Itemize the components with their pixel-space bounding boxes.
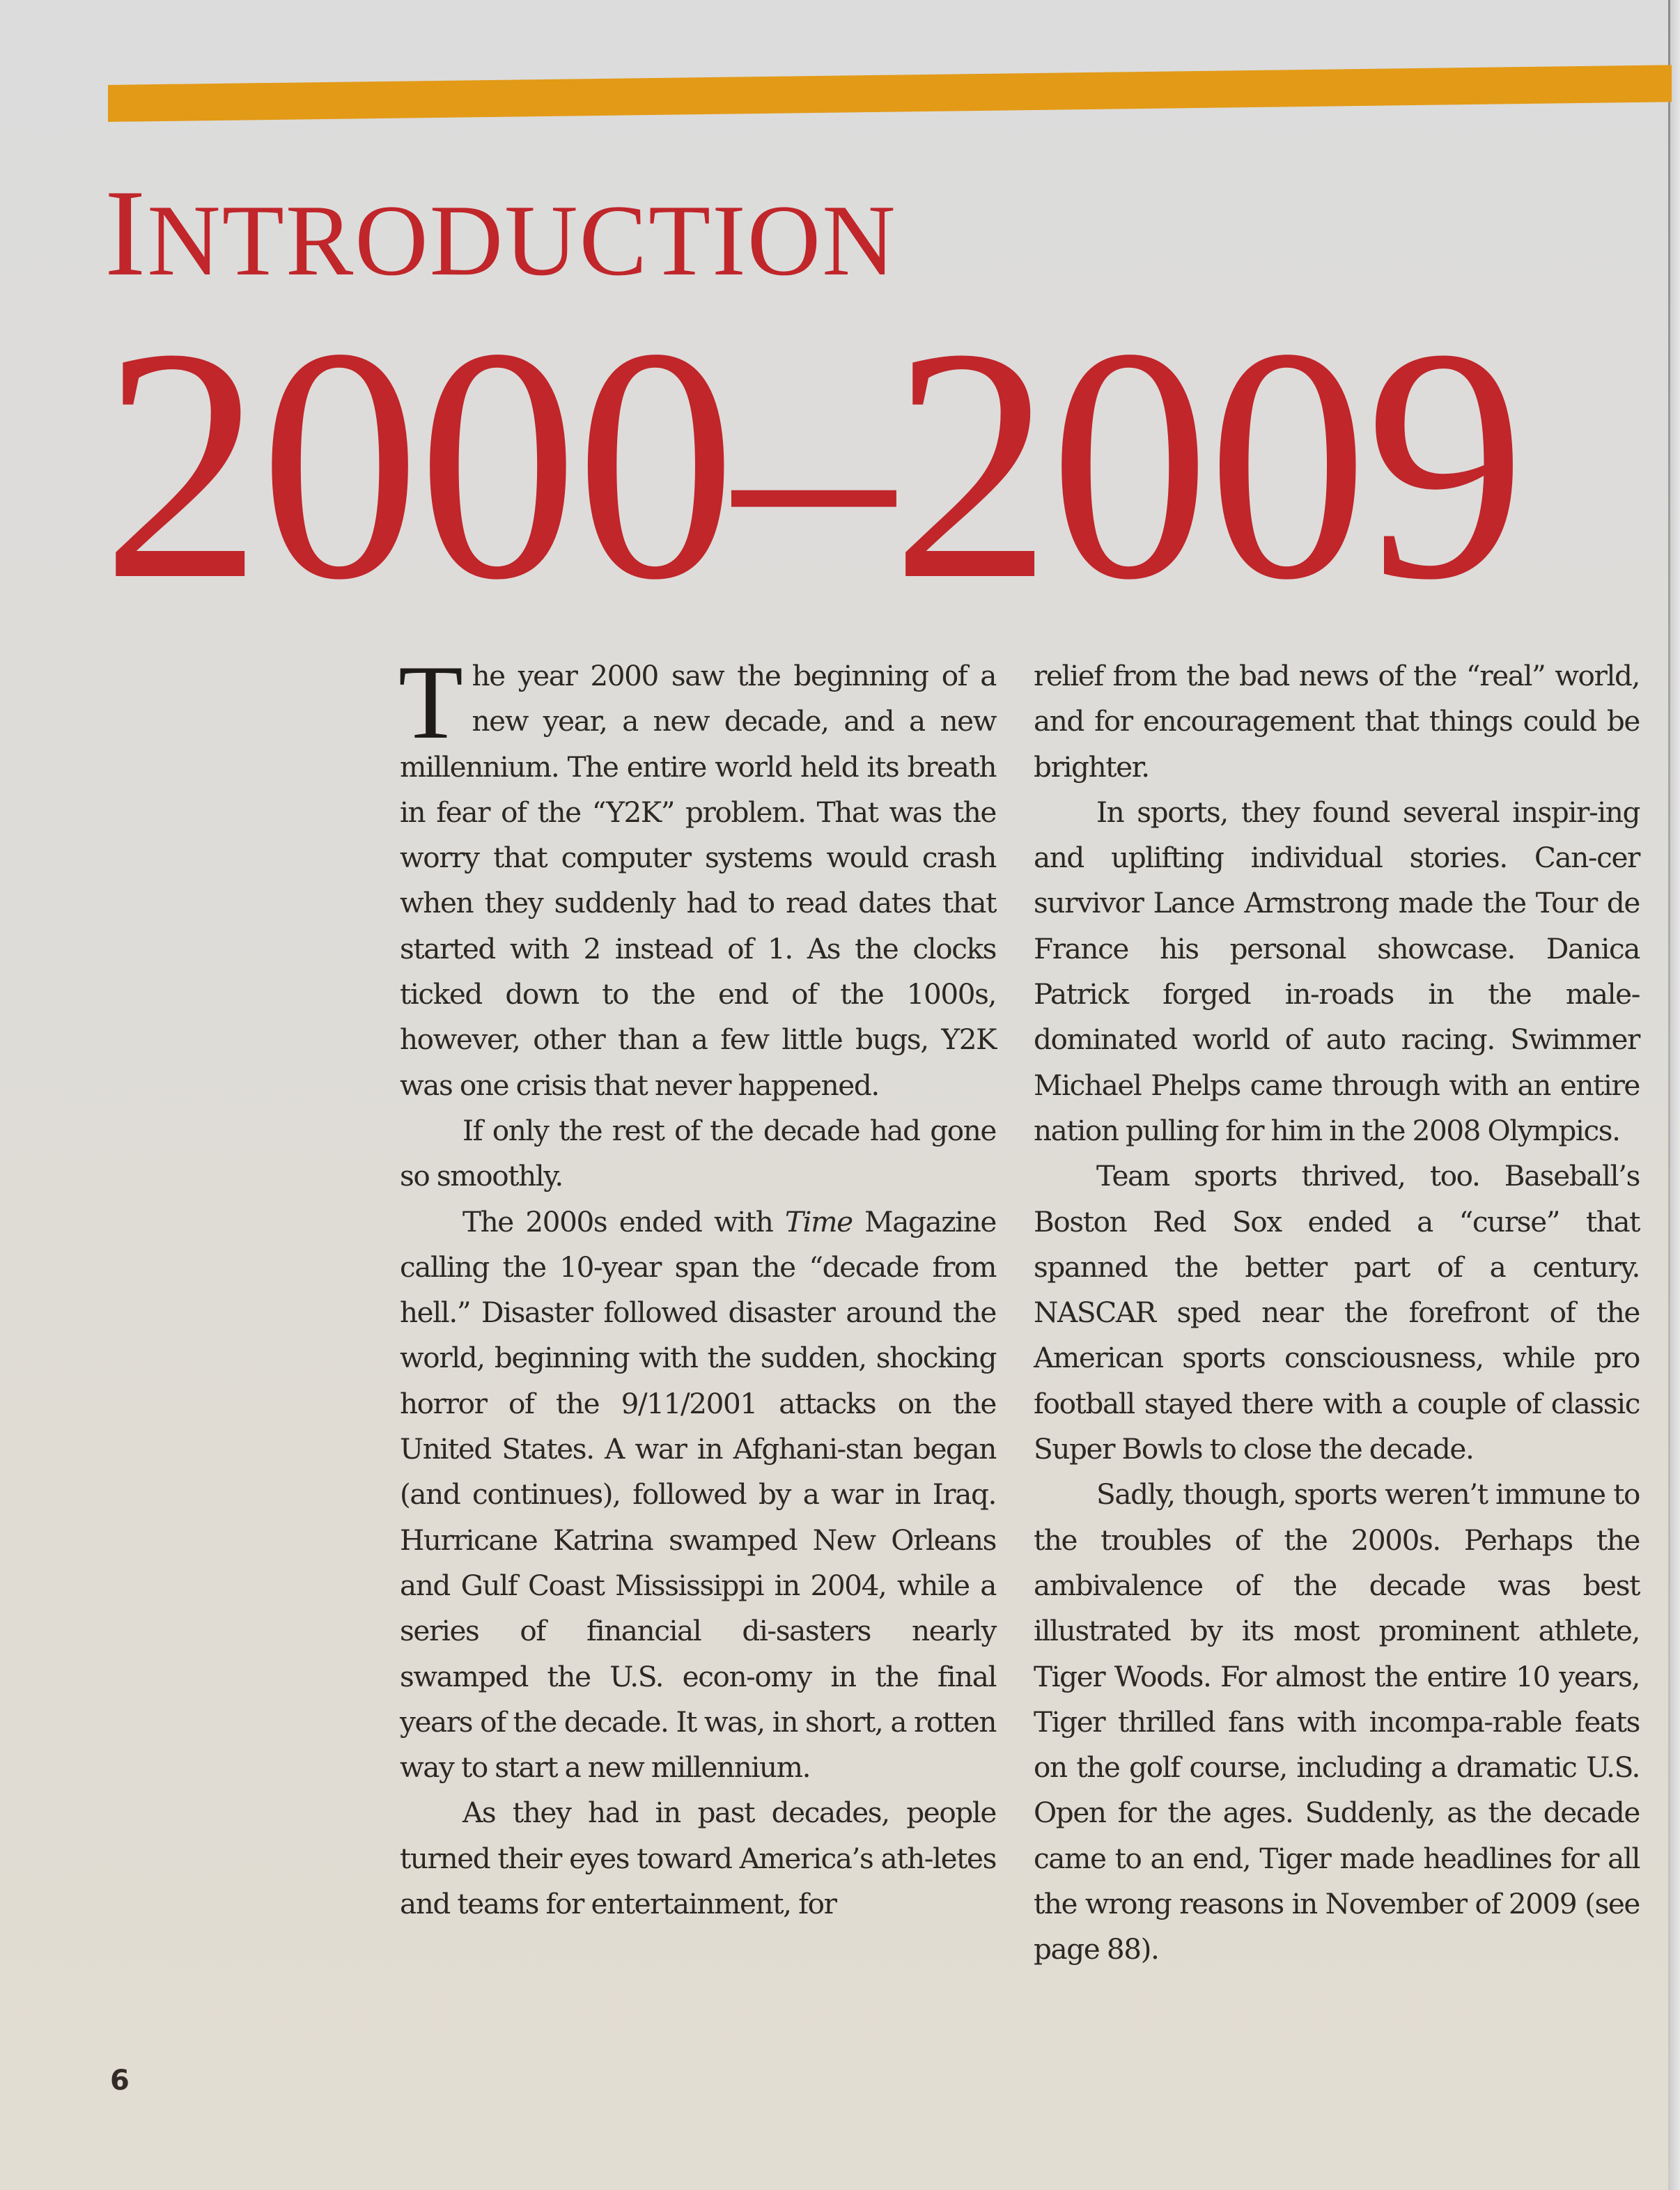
- page-number: 6: [110, 2065, 130, 2097]
- page-gutter-shadow: [1670, 0, 1680, 2190]
- paragraph: [400, 1790, 996, 1927]
- paragraph: [1034, 790, 1640, 1154]
- paragraph-text: Team sports thrived, too. Baseball’s Boston Red Sox ended a “curse” that spanned the better part of a century. NASCAR sped near the forefront of the American sports consciousness, while pro football stayed there with a couple of classic Super Bowls to close the decade.: [1034, 1159, 1640, 1466]
- page-edge-line: [1668, 0, 1670, 2190]
- paragraph-text: he year 2000 saw the beginning of a new year, a new decade, and a new millennium. The entire world held its breath in fear of the “Y2K” problem. That was the worry that computer systems would crash when they suddenly had to read dates that started with 2 instead of 1. As the clocks ticked down to the end of the 1000s, however, other than a few little bugs, Y2K was one crisis that never happened.: [400, 659, 996, 1102]
- paragraph: [1034, 1472, 1640, 1972]
- paragraph: [1034, 1154, 1640, 1472]
- paragraph-text: Sadly, though, sports weren’t immune to the troubles of the 2000s. Perhaps the ambivalence of the decade was best illustrated by its most prominent athlete, Tiger Woods. For almost the entire 10 years, Tiger thrilled fans with incompa-rable feats on the golf course, including a dramatic U.S. Open for the ages. Suddenly, as the decade came to an end, Tiger made headlines for all the wrong reasons in November of 2009 (see page 88).: [1034, 1477, 1640, 1966]
- page-title: 2000–2009: [102, 280, 1523, 649]
- section-label-rest: NTRODUCTION: [147, 184, 897, 297]
- paragraph-text: In sports, they found several inspir-ing and uplifting individual stories. Can-cer survivor Lance Armstrong made the Tour de France his personal showcase. Danica Patrick forged in-roads in the male-dominated world of auto racing. Swimmer Michael Phelps came through with an entire nation pulling for him in the 2008 Olympics.: [1034, 795, 1640, 1147]
- publication-title: Time: [784, 1204, 853, 1238]
- section-label: [104, 164, 897, 302]
- article-column-right: [1034, 653, 1640, 1973]
- article-column-left: [398, 644, 996, 1927]
- paragraph: [400, 1199, 996, 1791]
- drop-cap: T: [398, 644, 462, 761]
- paragraph-text: relief from the bad news of the “real” world, and for encouragement that things could be brighter.: [1034, 659, 1640, 784]
- paragraph-text: If only the rest of the decade had gone so smoothly.: [400, 1113, 996, 1193]
- section-label-initial: I: [104, 164, 148, 302]
- paragraph-text: The 2000s ended with: [462, 1204, 785, 1238]
- paragraph-text: As they had in past decades, people turned their eyes toward America’s ath-letes and teams for entertainment, for: [400, 1796, 996, 1921]
- paragraph-intro: [398, 644, 996, 1108]
- paragraph: [400, 1108, 996, 1199]
- paragraph-text: Magazine calling the 10-year span the “decade from hell.” Disaster followed disaster around the world, beginning with the sudden, shocking horror of the 9/11/2001 attacks on the United States. A war in Afghani-stan began (and continues), followed by a war in Iraq. Hurricane Katrina swamped New Orleans and Gulf Coast Mississippi in 2004, while a series of financial di-sasters nearly swamped the U.S. econ-omy in the final years of the decade. It was, in short, a rotten way to start a new millennium.: [400, 1204, 996, 1785]
- paragraph-continued: [1034, 653, 1640, 790]
- accent-rule: [108, 65, 1672, 122]
